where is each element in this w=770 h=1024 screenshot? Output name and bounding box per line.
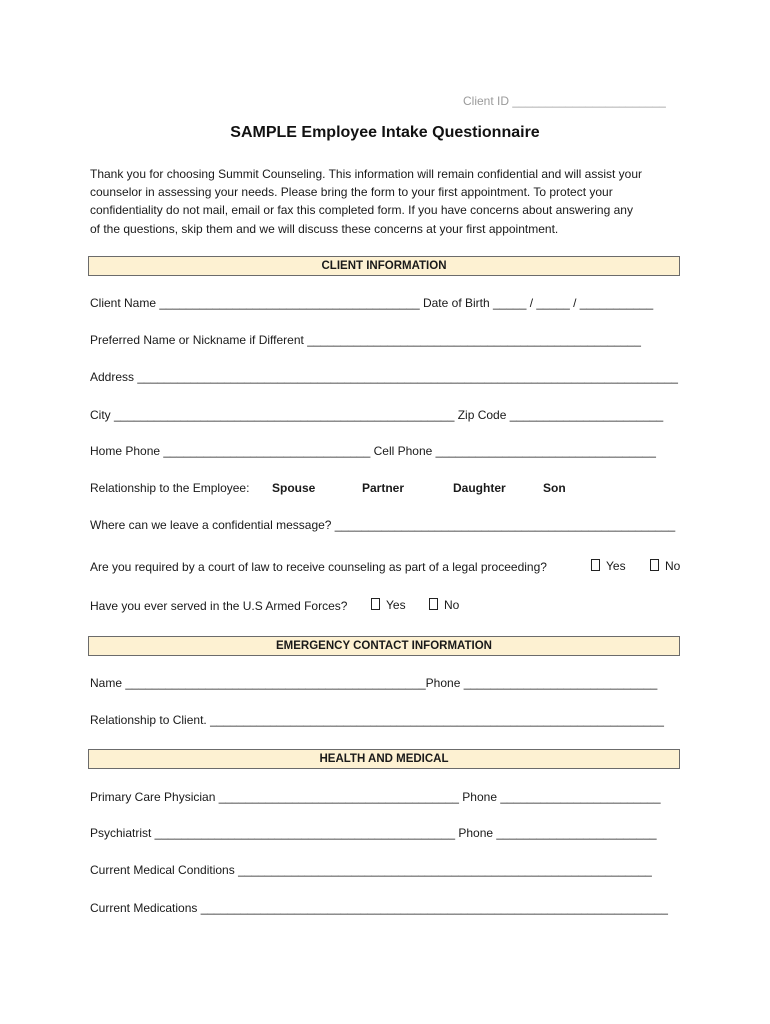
armed-forces-question-label: Have you ever served in the U.S Armed Forces? [90,599,348,613]
emergency-name-phone-field[interactable]: Name _____________________________________________Phone _____________________________ [90,676,658,690]
client-information-heading: CLIENT INFORMATION [88,256,680,276]
court-no-checkbox[interactable] [650,559,680,573]
checkbox-icon [429,598,438,610]
armed-no-checkbox[interactable] [429,598,459,612]
checkbox-icon [371,598,380,610]
relationship-label: Relationship to the Employee: [90,481,250,495]
court-yes-checkbox[interactable] [591,559,626,573]
relationship-option-daughter[interactable]: Daughter [453,481,506,495]
form-title: SAMPLE Employee Intake Questionnaire [230,124,540,141]
relationship-option-son[interactable]: Son [543,481,566,495]
health-medical-heading: HEALTH AND MEDICAL [88,749,680,769]
preferred-name-field[interactable]: Preferred Name or Nickname if Different __________________________________________________ [90,333,641,347]
intro-line: of the questions, skip them and we will discuss these concerns at your first appointment. [90,221,559,236]
phone-fields[interactable]: Home Phone _______________________________ Cell Phone _________________________________ [90,444,656,458]
court-question-label: Are you required by a court of law to receive counseling as part of a legal proceeding? [90,560,547,574]
checkbox-icon [591,559,600,571]
psychiatrist-field[interactable]: Psychiatrist _____________________________________________ Phone ________________________ [90,826,657,840]
primary-physician-field[interactable]: Primary Care Physician ____________________________________ Phone ________________________ [90,790,661,804]
intro-line: Thank you for choosing Summit Counseling. This information will remain confidential and will assist your [90,167,643,181]
emergency-relationship-field[interactable]: Relationship to Client. ____________________________________________________________________ [90,713,664,727]
client-id-field[interactable]: Client ID _______________________ [463,94,666,108]
relationship-option-spouse[interactable]: Spouse [272,481,316,495]
intro-paragraph [90,165,690,238]
court-yes-label: Yes [606,559,626,573]
medications-field[interactable]: Current Medications ______________________________________________________________________ [90,901,668,915]
armed-no-label: No [444,598,460,612]
intro-line: confidentiality do not mail, email or fax this completed form. If you have concerns about answering any [90,203,633,218]
confidential-message-field[interactable]: Where can we leave a confidential message? ___________________________________________________ [90,518,676,532]
emergency-contact-heading: EMERGENCY CONTACT INFORMATION [88,636,680,656]
checkbox-icon [650,559,659,571]
intro-line: counselor in assessing your needs. Please bring the form to your first appointment. To protect your [90,185,613,200]
relationship-option-partner[interactable]: Partner [362,481,405,495]
medical-conditions-field[interactable]: Current Medical Conditions ______________________________________________________________ [90,863,652,877]
city-zip-field[interactable]: City ___________________________________________________ Zip Code _______________________ [90,408,664,422]
address-field[interactable]: Address _________________________________________________________________________________ [90,370,678,384]
court-no-label: No [665,559,681,573]
armed-yes-checkbox[interactable] [371,598,406,612]
client-name-dob-field[interactable]: Client Name _______________________________________ Date of Birth _____ / _____ / ___________ [90,296,654,310]
armed-yes-label: Yes [386,598,406,612]
